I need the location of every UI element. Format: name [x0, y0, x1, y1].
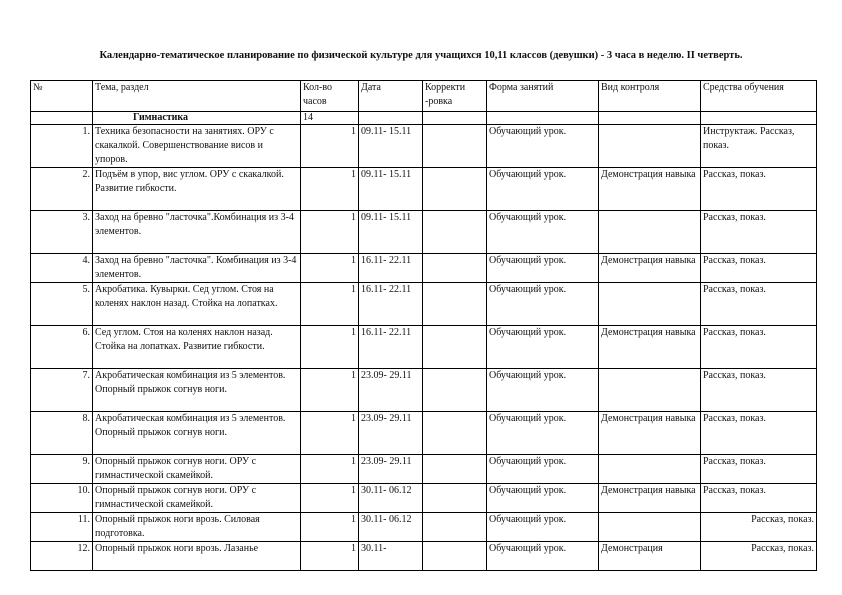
row-hours: 1 — [301, 484, 359, 513]
row-num: 2. — [31, 168, 93, 211]
row-means: Инструктаж. Рассказ, показ. — [701, 125, 817, 168]
row-correction — [423, 412, 487, 455]
row-dates: 09.11- 15.11 — [359, 168, 423, 211]
header-row — [31, 81, 817, 112]
row-num: 10. — [31, 484, 93, 513]
row-control: Демонстрация — [599, 542, 701, 571]
section-hours: 14 — [301, 112, 359, 125]
row-topic: Заход на бревно "ласточка".Комбинация из 3-4 элементов. — [93, 211, 301, 254]
table-row — [31, 455, 817, 484]
row-topic: Опорный прыжок ноги врозь. Силовая подготовка. — [93, 513, 301, 542]
row-correction — [423, 369, 487, 412]
header-num: № — [31, 81, 93, 112]
row-num: 4. — [31, 254, 93, 283]
row-form: Обучающий урок. — [487, 168, 599, 211]
row-topic: Заход на бревно "ласточка". Комбинация из 3-4 элементов. — [93, 254, 301, 283]
row-num: 3. — [31, 211, 93, 254]
table-row — [31, 513, 817, 542]
section-row — [31, 112, 817, 125]
header-date: Дата — [359, 81, 423, 112]
row-control: Демонстрация навыка — [599, 326, 701, 369]
row-topic: Опорный прыжок согнув ноги. ОРУ с гимнастической скамейкой. — [93, 455, 301, 484]
row-correction — [423, 254, 487, 283]
row-topic: Опорный прыжок ноги врозь. Лазанье — [93, 542, 301, 571]
row-means: Рассказ, показ. — [701, 168, 817, 211]
row-means: Рассказ, показ. — [701, 542, 817, 571]
row-means: Рассказ, показ. — [701, 283, 817, 326]
row-dates: 09.11- 15.11 — [359, 125, 423, 168]
section-num — [31, 112, 93, 125]
row-control: Демонстрация навыка — [599, 168, 701, 211]
row-form: Обучающий урок. — [487, 283, 599, 326]
header-form: Форма занятий — [487, 81, 599, 112]
row-means: Рассказ, показ. — [701, 369, 817, 412]
row-hours: 1 — [301, 513, 359, 542]
row-num: 6. — [31, 326, 93, 369]
section-empty-cell — [701, 112, 817, 125]
row-dates: 16.11- 22.11 — [359, 254, 423, 283]
row-control: Демонстрация навыка — [599, 412, 701, 455]
row-dates: 23.09- 29.11 — [359, 455, 423, 484]
row-dates: 30.11- — [359, 542, 423, 571]
row-topic: Техника безопасности на занятиях. ОРУ с скакалкой. Совершенствование висов и упоров. — [93, 125, 301, 168]
row-topic: Опорный прыжок согнув ноги. ОРУ с гимнастической скамейкой. — [93, 484, 301, 513]
section-empty-cell — [423, 112, 487, 125]
section-empty-cell — [599, 112, 701, 125]
row-topic: Акробатическая комбинация из 5 элементов. Опорный прыжок согнув ноги. — [93, 412, 301, 455]
section-empty-cell — [487, 112, 599, 125]
row-means: Рассказ, показ. — [701, 211, 817, 254]
row-dates: 23.09- 29.11 — [359, 412, 423, 455]
row-correction — [423, 211, 487, 254]
row-form: Обучающий урок. — [487, 211, 599, 254]
row-num: 11. — [31, 513, 93, 542]
row-control — [599, 455, 701, 484]
row-hours: 1 — [301, 369, 359, 412]
row-hours: 1 — [301, 211, 359, 254]
row-hours: 1 — [301, 412, 359, 455]
section-name: Гимнастика — [93, 112, 301, 125]
row-dates: 09.11- 15.11 — [359, 211, 423, 254]
row-dates: 16.11- 22.11 — [359, 326, 423, 369]
row-means: Рассказ, показ. — [701, 254, 817, 283]
row-dates: 30.11- 06.12 — [359, 484, 423, 513]
row-correction — [423, 513, 487, 542]
table-row — [31, 484, 817, 513]
row-num: 8. — [31, 412, 93, 455]
row-correction — [423, 125, 487, 168]
row-dates: 16.11- 22.11 — [359, 283, 423, 326]
row-num: 12. — [31, 542, 93, 571]
table-row — [31, 542, 817, 571]
row-topic: Акробатика. Кувырки. Сед углом. Стоя на коленях наклон назад. Стойка на лопатках. — [93, 283, 301, 326]
section-empty-cell — [359, 112, 423, 125]
row-means: Рассказ, показ. — [701, 455, 817, 484]
row-correction — [423, 455, 487, 484]
page-title: Календарно-тематическое планирование по физической культуре для учащихся 10,11 классов (девушки) - 3 часа в неделю. II четверть. — [99, 50, 743, 61]
row-hours: 1 — [301, 125, 359, 168]
row-hours: 1 — [301, 455, 359, 484]
row-form: Обучающий урок. — [487, 412, 599, 455]
row-control — [599, 211, 701, 254]
table-row — [31, 412, 817, 455]
row-hours: 1 — [301, 283, 359, 326]
row-means: Рассказ, показ. — [701, 326, 817, 369]
header-correction: Корректи -ровка — [423, 81, 487, 112]
row-correction — [423, 484, 487, 513]
row-means: Рассказ, показ. — [701, 513, 817, 542]
row-form: Обучающий урок. — [487, 369, 599, 412]
row-form: Обучающий урок. — [487, 542, 599, 571]
row-dates: 30.11- 06.12 — [359, 513, 423, 542]
table-row — [31, 125, 817, 168]
row-num: 7. — [31, 369, 93, 412]
table-row — [31, 326, 817, 369]
table-row — [31, 211, 817, 254]
row-control — [599, 513, 701, 542]
row-means: Рассказ, показ. — [701, 412, 817, 455]
row-topic: Сед углом. Стоя на коленях наклон назад. Стойка на лопатках. Развитие гибкости. — [93, 326, 301, 369]
header-means: Средства обучения — [701, 81, 817, 112]
row-topic: Акробатическая комбинация из 5 элементов. Опорный прыжок согнув ноги. — [93, 369, 301, 412]
row-form: Обучающий урок. — [487, 484, 599, 513]
row-num: 1. — [31, 125, 93, 168]
row-topic: Подъём в упор, вис углом. ОРУ с скакалкой. Развитие гибкости. — [93, 168, 301, 211]
table-row — [31, 369, 817, 412]
header-control: Вид контроля — [599, 81, 701, 112]
table-row — [31, 168, 817, 211]
row-hours: 1 — [301, 254, 359, 283]
header-hours: Кол-во часов — [301, 81, 359, 112]
row-hours: 1 — [301, 168, 359, 211]
row-form: Обучающий урок. — [487, 326, 599, 369]
row-form: Обучающий урок. — [487, 513, 599, 542]
plan-table — [30, 80, 817, 571]
row-hours: 1 — [301, 542, 359, 571]
row-form: Обучающий урок. — [487, 125, 599, 168]
table-row — [31, 254, 817, 283]
row-correction — [423, 542, 487, 571]
row-correction — [423, 168, 487, 211]
row-form: Обучающий урок. — [487, 254, 599, 283]
row-num: 5. — [31, 283, 93, 326]
row-control — [599, 369, 701, 412]
row-control — [599, 283, 701, 326]
row-dates: 23.09- 29.11 — [359, 369, 423, 412]
row-correction — [423, 283, 487, 326]
row-hours: 1 — [301, 326, 359, 369]
row-control — [599, 125, 701, 168]
table-row — [31, 283, 817, 326]
header-topic: Тема, раздел — [93, 81, 301, 112]
row-control: Демонстрация навыка — [599, 254, 701, 283]
row-num: 9. — [31, 455, 93, 484]
row-form: Обучающий урок. — [487, 455, 599, 484]
row-means: Рассказ, показ. — [701, 484, 817, 513]
row-control: Демонстрация навыка — [599, 484, 701, 513]
row-correction — [423, 326, 487, 369]
